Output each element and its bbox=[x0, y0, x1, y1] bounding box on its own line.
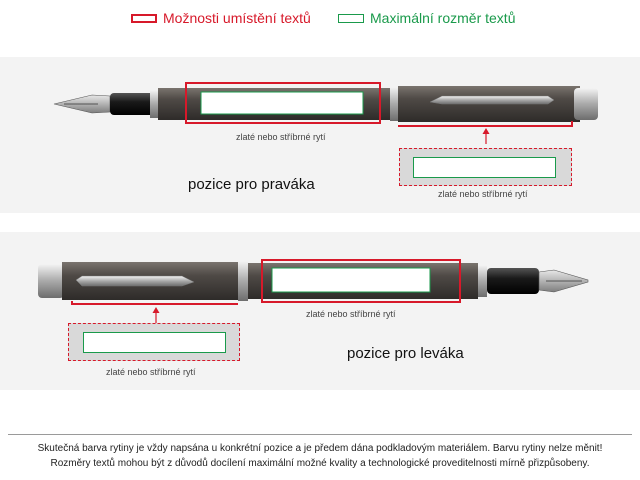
pen-clip-icon bbox=[76, 276, 194, 286]
legend-max-size-label: Maximální rozměr textů bbox=[370, 10, 516, 26]
red-outline-swatch-icon bbox=[131, 14, 157, 23]
fountain-pen-image bbox=[52, 82, 604, 134]
arrow-up-icon bbox=[151, 306, 161, 324]
right-handed-title: pozice pro praváka bbox=[188, 176, 315, 193]
legend bbox=[0, 10, 640, 32]
footer-note bbox=[0, 441, 640, 471]
engraving-note-barrel-right: zlaté nebo stříbrné rytí bbox=[236, 132, 326, 142]
legend-placement bbox=[131, 10, 311, 26]
engraving-note-cap-left: zlaté nebo stříbrné rytí bbox=[106, 367, 196, 377]
green-outline-swatch-icon bbox=[338, 14, 364, 23]
footer-line-2: Rozměry textů mohou být z důvodů docílení maximální možné kvality a technologické proveditelnosti mírně přizpůsobeny. bbox=[50, 458, 590, 469]
cap-max-size-box-right bbox=[413, 157, 556, 178]
engraving-note-barrel-left: zlaté nebo stříbrné rytí bbox=[306, 309, 396, 319]
cap-max-size-box-left bbox=[83, 332, 226, 353]
cap-placement-box-right bbox=[399, 148, 572, 186]
footer-line-1: Skutečná barva rytiny je vždy napsána u konkrétní pozice a je předem dána podkladovým materiálem. Barvu rytiny nelze měnit! bbox=[37, 443, 603, 454]
cap-placement-box-left bbox=[68, 323, 240, 361]
fountain-pen-image bbox=[32, 254, 592, 310]
pen-clip-icon bbox=[430, 96, 554, 104]
footer-divider bbox=[8, 434, 632, 435]
legend-max-size bbox=[338, 10, 515, 26]
engraving-note-cap-right: zlaté nebo stříbrné rytí bbox=[438, 189, 528, 199]
left-handed-title: pozice pro leváka bbox=[347, 345, 464, 362]
arrow-up-icon bbox=[481, 127, 491, 145]
legend-placement-label: Možnosti umístění textů bbox=[163, 10, 311, 26]
